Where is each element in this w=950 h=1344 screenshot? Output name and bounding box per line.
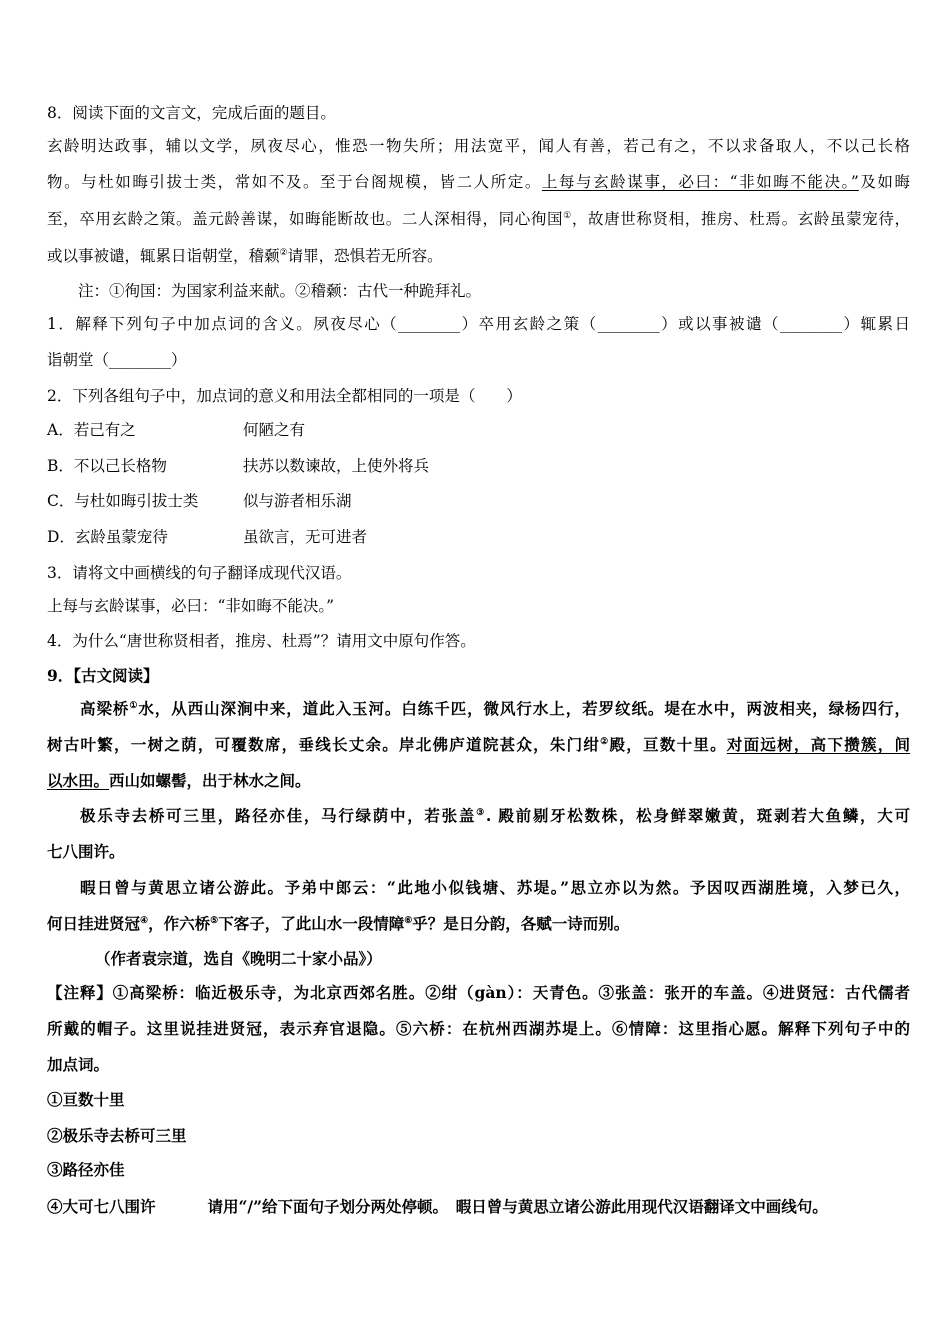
text-segment: 树古叶繁，一树之荫，可覆数席，垂线长丈余。岸北佛庐道院甚众，朱门绀 [47, 735, 601, 754]
text-line [47, 1089, 910, 1111]
footnote-marker: ② [279, 248, 288, 258]
text-line [47, 1018, 910, 1040]
text-line [47, 171, 910, 193]
footnote-marker: ① [129, 701, 139, 711]
text-segment: ，故唐世称贤相，推房、杜焉。玄龄虽蒙宠待， [571, 210, 910, 228]
option-comparison: 似与游者相乐湖 [243, 492, 352, 510]
underlined-text: 上每与玄龄谋事，必曰：“非如晦不能决。” [541, 173, 859, 191]
text-line [47, 245, 910, 267]
text-line [47, 734, 910, 756]
text-line [80, 877, 910, 899]
option-comparison: 虽欲言，无可进者 [243, 528, 368, 546]
text-segment: 暇日曾与黄思立诸公游此。予弟中郎云：“此地小似钱塘、苏堤。”思立亦以为然。予因叹西湖胜境，入梦已久， [80, 878, 910, 897]
text-line [47, 1054, 910, 1076]
underlined-text: 对面远树，高下攒簇，间 [726, 735, 910, 754]
text-line [95, 948, 910, 970]
text-segment: 高梁桥 [80, 699, 130, 718]
text-segment: . 殿前剔牙松数株，松身鲜翠嫩黄，斑剥若大鱼鳞，大可 [485, 806, 910, 825]
text-segment: 玄龄明达政事，辅以文学，夙夜尽心，惟恐一物失所；用法宽平，闻人有善，若己有之，不以求备取人，不以己长格 [47, 137, 910, 155]
text-segment: （作者袁宗道，选自《晚明二十家小品》） [95, 949, 382, 968]
text-segment: 请用“/”给下面句子划分两处停顿。 暇日曾与黄思立诸公游此用现代汉语翻译文中画线句。 [207, 1197, 828, 1216]
text-segment: 何日挂进贤冠 [47, 914, 141, 933]
text-segment: 极乐寺去桥可三里，路径亦佳，马行绿荫中，若张盖 [80, 806, 477, 825]
text-segment: 或以事被谴，辄累日诣朝堂，稽颡 [47, 247, 280, 265]
text-line [47, 982, 910, 1004]
text-segment: 乎？是日分韵，各赋一诗而别。 [412, 914, 630, 933]
text-segment: 加点词。 [47, 1055, 110, 1074]
text-segment: 8．阅读下面的文言文，完成后面的题目。 [47, 104, 336, 122]
footnote-marker: ② [600, 737, 610, 747]
text-segment: ④大可七八围许 [47, 1197, 156, 1216]
text-line [47, 630, 910, 652]
text-segment: 2．下列各组句子中，加点词的意义和用法全都相同的一项是（ ） [47, 387, 522, 405]
text-segment: 注：①徇国：为国家利益来献。②稽颡：古代一种跪拜礼。 [78, 282, 482, 300]
footnote-marker: ④ [140, 916, 149, 926]
text-segment: 诣朝堂（________） [47, 351, 187, 369]
text-segment: 9．【古文阅读】 [47, 666, 159, 685]
text-line [47, 208, 910, 230]
text-line [47, 1159, 910, 1181]
text-segment: D．玄龄虽蒙宠待 [47, 528, 168, 546]
text-segment: 上每与玄龄谋事，必曰：“非如晦不能决。” [47, 597, 335, 615]
option-comparison: 扶苏以数谏故，上使外将兵 [243, 457, 430, 475]
text-segment: 所戴的帽子。这里说挂进贤冠，表示弃官退隐。⑤六桥：在杭州西湖苏堤上。⑥情障：这里指心愿。解释下列句子中的 [47, 1019, 910, 1038]
text-segment: 1．解释下列句子中加点词的含义。夙夜尽心（________）卒用玄龄之策（________）或以事被谴（________）辄累日 [47, 315, 910, 333]
footnote-marker: ⑥ [404, 916, 413, 926]
option-comparison: 何陋之有 [243, 421, 306, 439]
answer-option [47, 419, 910, 441]
text-segment: A．若己有之 [47, 421, 136, 439]
footnote-marker: ⑤ [210, 916, 219, 926]
text-line [47, 665, 910, 687]
answer-option [47, 455, 910, 477]
text-line [47, 313, 910, 335]
text-segment: ②极乐寺去桥可三里 [47, 1126, 187, 1145]
footnote-marker: ① [563, 211, 572, 221]
text-line [47, 562, 910, 584]
text-line [47, 595, 910, 617]
text-line [78, 280, 910, 302]
text-segment: 水，从西山深涧中来，道此入玉河。白练千匹，微风行水上，若罗纹纸。堤在水中，两波相夹，绿杨四行， [138, 699, 910, 718]
text-line [80, 805, 910, 827]
text-segment: 3．请将文中画横线的句子翻译成现代汉语。 [47, 564, 352, 582]
text-segment: 至，卒用玄龄之策。盖元龄善谋，如晦能断故也。二人深相得，同心徇国 [47, 210, 564, 228]
text-line [47, 770, 910, 792]
text-line [47, 1125, 910, 1147]
text-line [47, 385, 910, 407]
text-line [47, 1196, 910, 1218]
text-segment: ③路径亦佳 [47, 1160, 125, 1179]
text-segment: 4．为什么“唐世称贤相者，推房、杜焉”？请用文中原句作答。 [47, 632, 476, 650]
text-segment: 西山如螺髻，出于林水之间。 [109, 771, 311, 790]
text-segment: 七八围许。 [47, 842, 125, 861]
text-segment: C．与杜如晦引拔士类 [47, 492, 199, 510]
answer-option [47, 490, 910, 512]
text-line [47, 135, 910, 157]
text-segment: 及如晦 [858, 173, 910, 191]
text-segment: 下客子，了此山水一段情障 [218, 914, 405, 933]
text-segment: 请罪，恐惧若无所容。 [287, 247, 443, 265]
footnote-marker: ③ [476, 808, 486, 818]
text-line [80, 698, 910, 720]
text-line [47, 102, 910, 124]
text-segment: B．不以己长格物 [47, 457, 167, 475]
text-line [47, 349, 910, 371]
text-segment: ，作六桥 [148, 914, 211, 933]
text-segment: ①亘数十里 [47, 1090, 125, 1109]
text-segment: 殿，亘数十里。 [609, 735, 727, 754]
text-segment: 物。与杜如晦引拔士类，常如不及。至于台阁规模，皆二人所定。 [47, 173, 542, 191]
text-segment: 【注释】①高梁桥：临近极乐寺，为北京西郊名胜。②绀（gàn）：天青色。③张盖：张开的车盖。④进贤冠：古代儒者 [47, 983, 910, 1002]
text-line [47, 841, 910, 863]
underlined-text: 以水田。 [47, 771, 110, 790]
answer-option [47, 526, 910, 548]
text-line [47, 913, 910, 935]
